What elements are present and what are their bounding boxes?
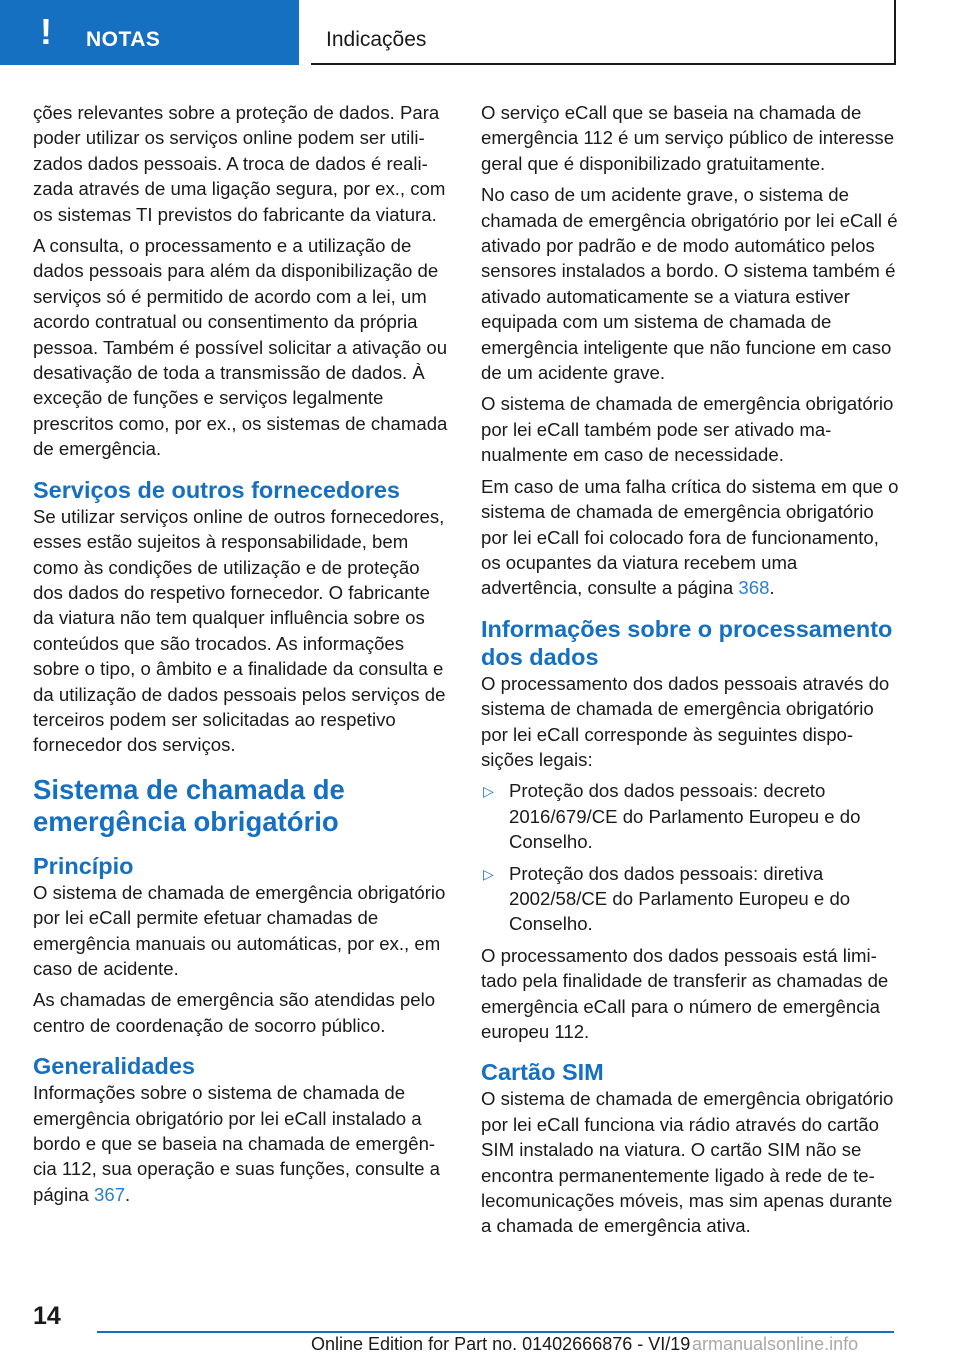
bullet-list (481, 778, 899, 936)
paragraph-end: . (125, 1183, 131, 1205)
right-column (481, 100, 899, 1245)
heading-sistema-chamada: Sistema de chamada de emergência obrigatório (33, 773, 345, 837)
paragraph-end: . (769, 577, 775, 599)
watermark-text: armanualsonline.info (692, 1334, 859, 1354)
subsection-title: Indicações (326, 28, 427, 51)
page-link-367[interactable]: 367 (94, 1183, 126, 1205)
paragraph: O sistema de chamada de emergência obrigatório por lei eCall permite efetuar chamadas de emergência manuais ou automáticas, por ex., em caso de acidente. (33, 881, 446, 979)
edition-text: Online Edition for Part no. 01402666876 - VI/19 (311, 1334, 691, 1354)
paragraph: Se utilizar serviços online de outros fornecedores, esses estão sujeitos à responsabilidade, bem como às condições de utilização e de proteção dos dados do respetivo fornecedor. O fabricante da viatura não tem qualquer influência sobre os conteúdos que são trocados. As informações sobre o tipo, o âmbito e a finalidade da consulta e da utilização de dados pessoais pelos serviços de terceiros podem ser solicitadas ao respetivo fornecedor dos serviços. (33, 505, 446, 756)
paragraph: As chamadas de emergência são atendidas pelo centro de coordenação de socorro público. (33, 989, 436, 1036)
left-column (33, 100, 449, 1213)
heading-generalidades: Generalidades (33, 1053, 195, 1080)
exclamation-icon: ! (40, 11, 52, 52)
heading-principio: Princípio (33, 852, 134, 879)
triangle-bullet-icon: ▷ (483, 783, 494, 800)
header-section-tab (0, 0, 299, 65)
paragraph: ções relevantes sobre a proteção de dados. Para poder utilizar os serviços online podem ser utilizados dados pessoais. A troca de dados é realizada através de uma ligação segura, por ex., com os sistemas TI previstos do fabricante da viatura. (33, 102, 446, 225)
section-title: NOTAS (86, 28, 161, 51)
paragraph: O sistema de chamada de emergência obrigatório por lei eCall também pode ser ativado manualmente em caso de necessidade. (481, 393, 894, 466)
paragraph-text: Em caso de uma falha crítica do sistema em que o sistema de chamada de emergência obrigatório por lei eCall foi colocado fora de funcionamento, os ocupantes da viatura recebem uma advertência, consulte a página (481, 475, 899, 599)
footer-divider (97, 1331, 894, 1333)
list-item-text: Proteção dos dados pessoais: decreto 2016/679/CE do Parlamento Europeu e do Conselho. (509, 780, 861, 853)
paragraph: A consulta, o processamento e a utilização de dados pessoais para além da disponibilização de serviços só é permitido de acordo com a lei, um acordo contratual ou consentimento da própria pessoa. Também é possível solicitar a ativação ou desativação de toda a transmissão de dados. À exceção de funções e serviços legalmente prescritos como, por ex., os sistemas de chamada de emergência. (33, 235, 448, 460)
paragraph: O processamento dos dados pessoais está limitado pela finalidade de transferir as chamadas de emergência eCall para o número de emergência europeu 112. (481, 944, 889, 1042)
list-item (481, 861, 899, 937)
list-item (481, 778, 899, 854)
heading-informacoes-processamento: Informações sobre o processamento dos dados (481, 615, 893, 670)
triangle-bullet-icon: ▷ (483, 865, 494, 882)
paragraph (33, 1080, 449, 1207)
paragraph: O serviço eCall que se baseia na chamada de emergência 112 é um serviço público de interesse geral que é disponibilizado gratuitamente. (481, 102, 895, 174)
heading-outros-fornecedores: Serviços de outros fornecedores (33, 476, 400, 503)
header-subsection-box (311, 0, 896, 65)
paragraph: No caso de um acidente grave, o sistema de chamada de emergência obrigatório por lei eCall é ativado por padrão e de modo automático pelos sensores instalados a bordo. O sistema também é ativado automaticamente se a viatura estiver equipada com um sistema de chamada de emergência inteligente que não funcione em caso de um acidente grave. (481, 184, 898, 384)
heading-cartao-sim: Cartão SIM (481, 1059, 604, 1086)
paragraph-text: Informações sobre o sistema de chamada de emergência obrigatório por lei eCall instalado a bordo e que se baseia na chamada de emergência 112, sua operação e suas funções, consulte a página (33, 1082, 440, 1205)
page-link-368[interactable]: 368 (738, 577, 770, 599)
list-item-text: Proteção dos dados pessoais: diretiva 2002/58/CE do Parlamento Europeu e do Conselho. (509, 862, 851, 935)
paragraph (481, 474, 899, 601)
paragraph: O sistema de chamada de emergência obrigatório por lei eCall funciona via rádio através do cartão SIM instalado na viatura. O cartão SIM não se encontra permanentemente ligado à rede de telecomunicações móveis, mas sim apenas durante a chamada de emergência ativa. (481, 1088, 894, 1237)
paragraph: O processamento dos dados pessoais através do sistema de chamada de emergência obrigatório por lei eCall corresponde às seguintes disposições legais: (481, 672, 890, 770)
page-number: 14 (33, 1302, 61, 1330)
